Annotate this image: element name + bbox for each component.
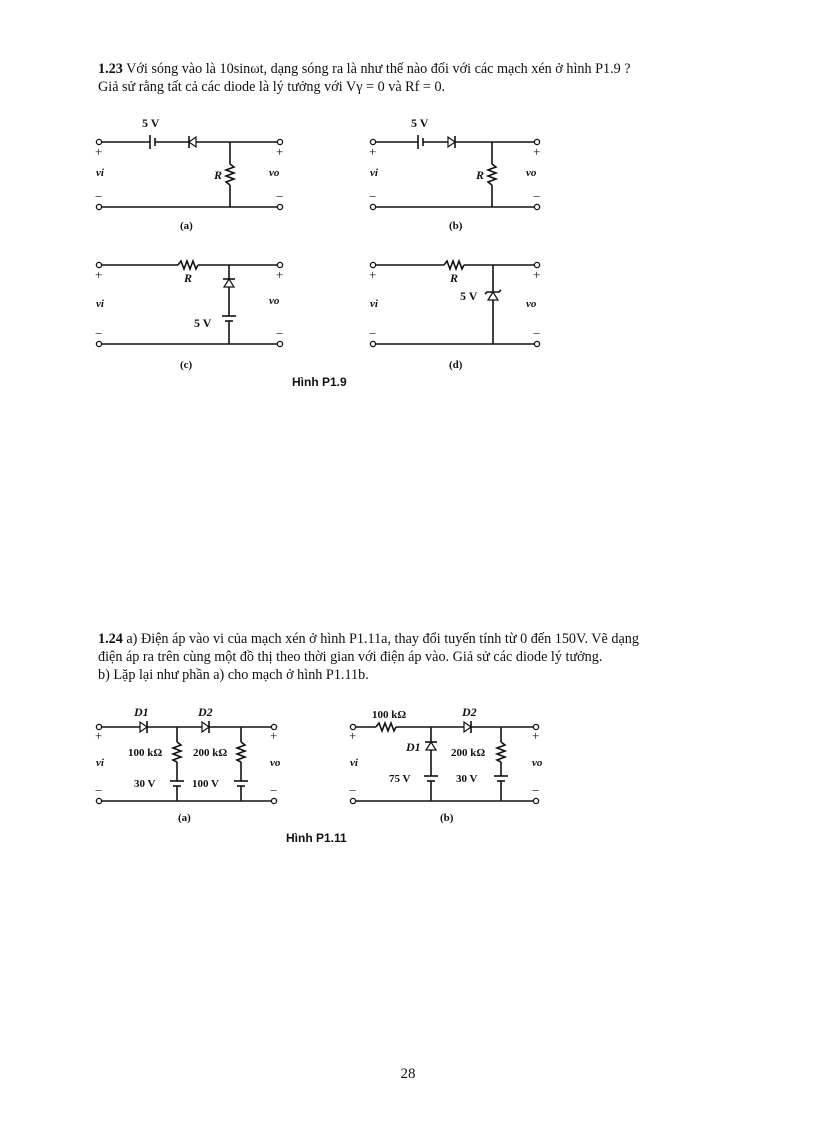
diode-d1-label: D1 xyxy=(406,740,421,754)
resistor-1-label: 100 kΩ xyxy=(372,709,407,721)
diode-d2-label: D2 xyxy=(198,705,213,719)
circuit-p1-9a xyxy=(92,115,292,235)
battery-label: 5 V xyxy=(194,316,212,330)
diode-d2-label: D2 xyxy=(462,705,477,719)
problem-1-23-line1: 1.23 Với sóng vào là 10sinωt, dạng sóng ra là như thế nào đối với các mạch xén ở hình P1.9 ? xyxy=(98,61,631,77)
svg-text:−: − xyxy=(533,189,541,204)
resistor-label: R xyxy=(450,271,459,285)
svg-text:+: + xyxy=(532,728,540,743)
resistor-2-label: 200 kΩ xyxy=(193,747,228,759)
subfigure-label: (d) xyxy=(449,359,463,371)
output-label: vo xyxy=(526,298,537,310)
svg-text:−: − xyxy=(369,189,377,204)
svg-text:−: − xyxy=(276,189,284,204)
battery-label: 5 V xyxy=(411,116,429,130)
figure-caption-p1-9: Hình P1.9 xyxy=(292,375,347,389)
subfigure-label: (c) xyxy=(180,359,193,371)
svg-text:−: − xyxy=(95,326,103,341)
svg-text:−: − xyxy=(95,783,103,798)
input-label: vi xyxy=(370,167,378,179)
subfigure-label: (b) xyxy=(440,812,454,824)
svg-text:+: + xyxy=(95,728,103,743)
subfigure-label: (a) xyxy=(178,812,191,824)
svg-text:−: − xyxy=(533,326,541,341)
svg-text:−: − xyxy=(276,326,284,341)
svg-text:+: + xyxy=(533,267,541,282)
input-label: vi xyxy=(96,757,104,769)
svg-text:+: + xyxy=(276,267,284,282)
input-label: vi xyxy=(96,167,104,179)
svg-text:−: − xyxy=(270,783,278,798)
resistor-label: R xyxy=(184,271,193,285)
circuit-p1-9d xyxy=(366,252,566,372)
problem-1-24 xyxy=(98,630,748,684)
svg-text:−: − xyxy=(369,326,377,341)
svg-text:+: + xyxy=(276,144,284,159)
battery-2-label: 30 V xyxy=(456,773,478,785)
output-label: vo xyxy=(532,757,543,769)
circuit-p1-9c xyxy=(92,252,292,372)
battery-1-label: 75 V xyxy=(389,773,411,785)
output-label: vo xyxy=(269,167,280,179)
resistor-1-label: 100 kΩ xyxy=(128,747,163,759)
input-label: vi xyxy=(370,298,378,310)
svg-text:+: + xyxy=(95,267,103,282)
svg-text:+: + xyxy=(533,144,541,159)
problem-1-24-line3: b) Lặp lại như phần a) cho mạch ở hình P1.11b. xyxy=(98,667,369,683)
problem-1-24-line2: điện áp ra trên cùng một đồ thị theo thời gian với điện áp vào. Giả sử các diode lý tưởng. xyxy=(98,649,603,665)
input-label: vi xyxy=(350,757,358,769)
problem-1-23 xyxy=(98,60,748,96)
input-label: vi xyxy=(96,298,104,310)
circuit-p1-11b xyxy=(346,700,556,825)
battery-2-label: 100 V xyxy=(192,778,219,790)
svg-text:+: + xyxy=(95,144,103,159)
diode-d1-label: D1 xyxy=(134,705,149,719)
resistor-2-label: 200 kΩ xyxy=(451,747,486,759)
svg-text:+: + xyxy=(349,728,357,743)
svg-text:+: + xyxy=(270,728,278,743)
page-number: 28 xyxy=(400,1066,416,1082)
output-label: vo xyxy=(269,295,280,307)
circuit-p1-9b xyxy=(366,115,566,235)
svg-text:+: + xyxy=(369,267,377,282)
battery-label: 5 V xyxy=(142,116,160,130)
subfigure-label: (a) xyxy=(180,220,193,232)
svg-text:−: − xyxy=(349,783,357,798)
output-label: vo xyxy=(526,167,537,179)
problem-1-23-line2: Giả sử rằng tất cả các diode là lý tưởng với Vγ = 0 và Rf = 0. xyxy=(98,79,446,95)
problem-1-24-line1: 1.24 a) Điện áp vào vi của mạch xén ở hình P1.11a, thay đổi tuyến tính từ 0 đến 150V. Vẽ dạng xyxy=(98,631,639,647)
zener-label: 5 V xyxy=(460,289,478,303)
svg-text:−: − xyxy=(532,783,540,798)
subfigure-label: (b) xyxy=(449,220,463,232)
resistor-label: R xyxy=(214,168,223,182)
battery-1-label: 30 V xyxy=(134,778,156,790)
figure-caption-p1-11: Hình P1.11 xyxy=(286,831,347,845)
svg-text:+: + xyxy=(369,144,377,159)
output-label: vo xyxy=(270,757,281,769)
resistor-label: R xyxy=(476,168,485,182)
svg-text:−: − xyxy=(95,189,103,204)
circuit-p1-11a xyxy=(92,700,292,825)
